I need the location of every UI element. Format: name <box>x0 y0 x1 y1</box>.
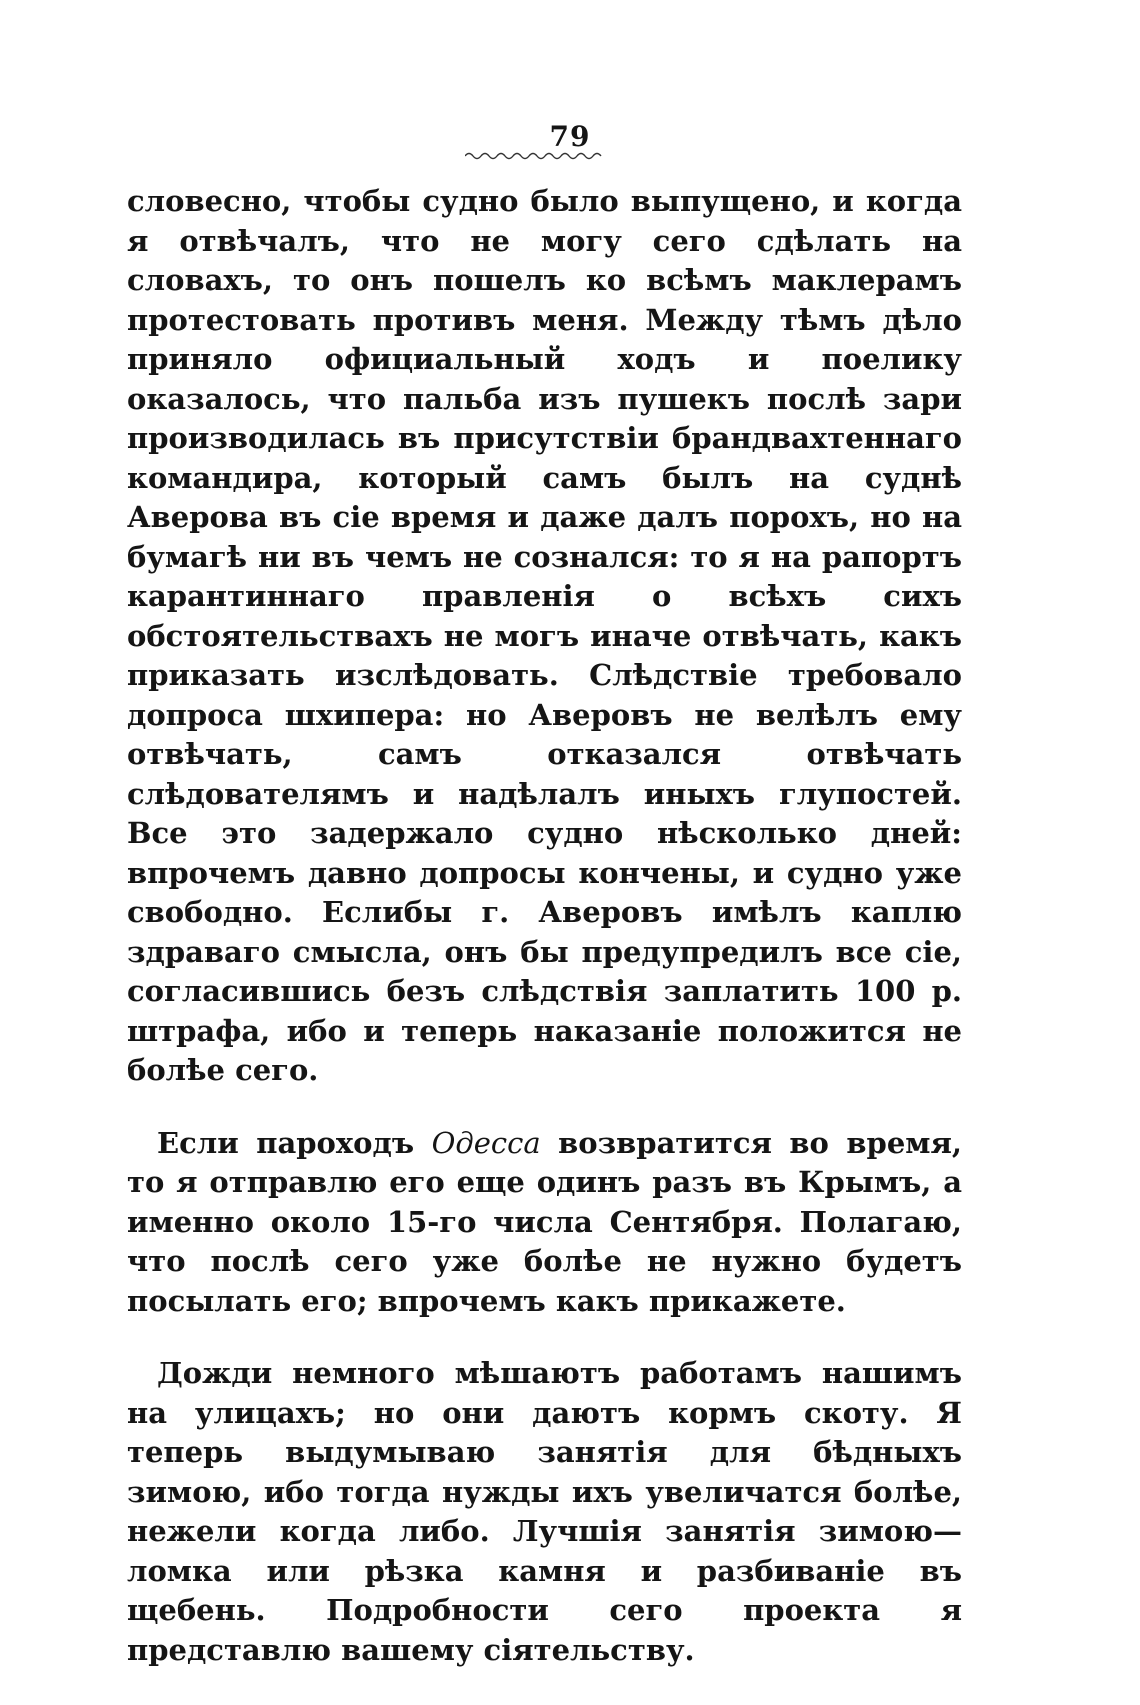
paragraph-1: словесно, чтобы судно было выпущено, и когда я отвѣчалъ, что не могу сего сдѣлать на словахъ, то онъ пошелъ ко всѣмъ маклерамъ протестовать противъ меня. Между тѣмъ дѣло приняло официальный ходъ и поелику оказалось, что пальба изъ пушекъ послѣ зари производилась въ присутствіи брандвахтеннаго командира, который самъ былъ на суднѣ Аверова въ сіе время и даже далъ порохъ, но на бумагѣ ни въ чемъ не сознался: то я на рапортъ карантиннаго правленія о всѣхъ сихъ обстоятельствахъ не могъ иначе отвѣчать, какъ приказать изслѣдовать. Слѣдствіе требовало допроса шхипера: но Аверовъ не велѣлъ ему отвѣчать, самъ отказался отвѣчать слѣдователямъ и надѣлалъ иныхъ глупостей. Все это задержало судно нѣсколько дней: впрочемъ давно допросы кончены, и судно уже свободно. Еслибы г. Аверовъ имѣлъ каплю здраваго смысла, онъ бы предупредилъ все сіе, согласившись безъ слѣдствія заплатить 100 р. штрафа, ибо и теперь наказаніе положится не болѣе сего. <box>127 184 962 1087</box>
wavy-rule-ornament <box>465 150 605 162</box>
paragraph-2-before: Если пароходъ <box>157 1125 432 1160</box>
ship-name: Одесса <box>431 1125 541 1160</box>
page-number: 79 <box>549 120 591 153</box>
paragraph-2-after: возвратится во время, то я отправлю его еще одинъ разъ въ Крымъ, а именно около 15-го числа Сентября. Полагаю, что послѣ сего уже болѣе не нужно будетъ посылать его; впрочемъ какъ прикажете. <box>127 1125 962 1318</box>
paragraph-gap <box>127 1321 962 1354</box>
page-header <box>0 120 1140 153</box>
page-body <box>127 182 962 1670</box>
paragraph-2 <box>127 1124 962 1322</box>
paragraph-3: Дожди немного мѣшаютъ работамъ нашимъ на улицахъ; но они даютъ кормъ скоту. Я теперь выдумываю занятія для бѣдныхъ зимою, ибо тогда нужды ихъ увеличатся болѣе, нежели когда либо. Лучшія занятія зимою—ломка или рѣзка камня и разбиваніе въ щебень. Подробности сего проекта я представлю вашему сіятельству. <box>127 1356 962 1667</box>
paragraph-gap <box>127 1091 962 1124</box>
